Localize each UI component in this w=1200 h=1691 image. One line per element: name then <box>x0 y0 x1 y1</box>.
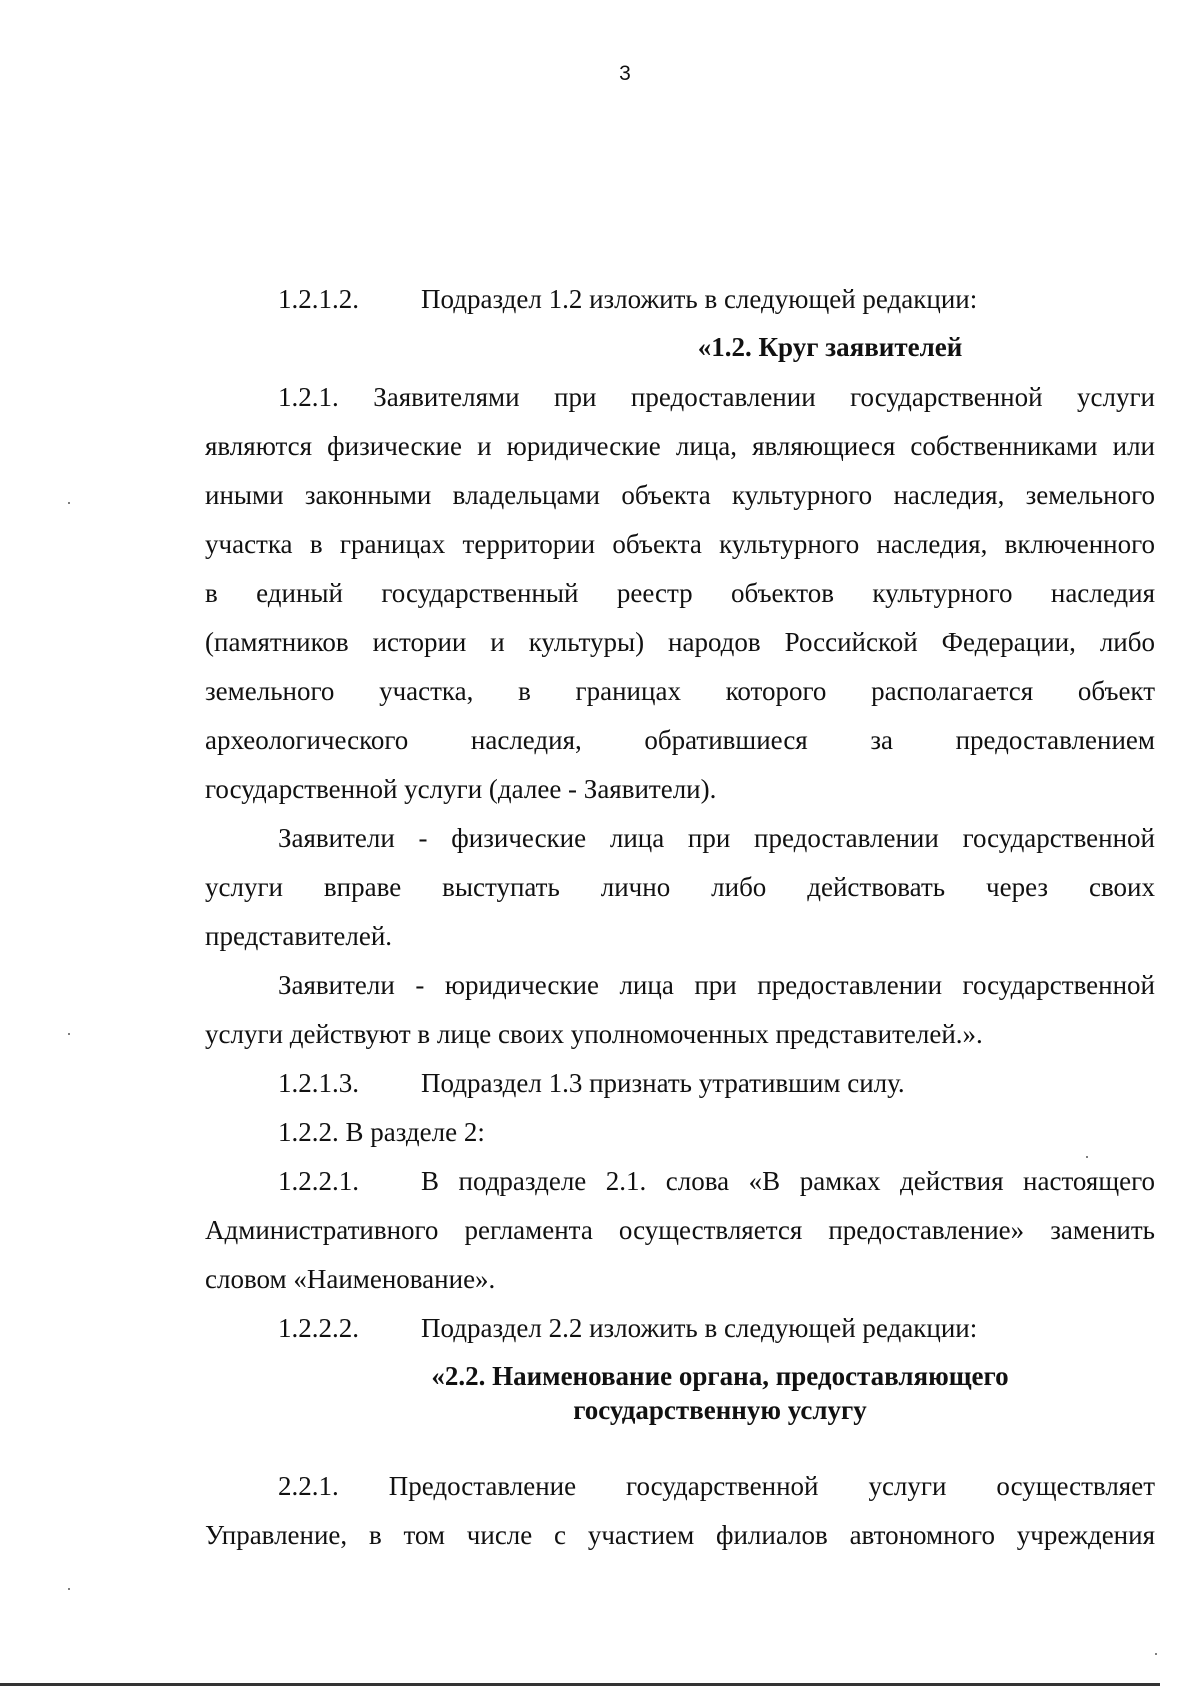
clause-text: Подраздел 1.3 признать утратившим силу. <box>421 1068 905 1098</box>
clause-number: 1.2.1.2. <box>278 284 359 314</box>
paragraph-line: 2.2.1. Предоставление государственной услуги осуществляет <box>278 1471 1155 1501</box>
scan-speck <box>68 1588 70 1590</box>
clause-line <box>278 1070 1038 1097</box>
scan-speck <box>1155 1653 1157 1655</box>
paragraph-line: Заявители - физические лица при предоставлении государственной <box>278 823 1155 853</box>
paragraph-line: 1.2.2. В разделе 2: <box>278 1117 485 1147</box>
scan-speck <box>1086 1156 1088 1158</box>
clause-text: Подраздел 1.2 изложить в следующей редакции: <box>421 284 978 314</box>
clause-line <box>278 286 1038 313</box>
paragraph-line: услуги действуют в лице своих уполномоченных представителей.». <box>205 1019 983 1049</box>
section-heading: «1.2. Круг заявителей <box>697 332 963 362</box>
paragraph-line: земельного участка, в границах которого располагается объект <box>205 676 1155 706</box>
clause-text: Подраздел 2.2 изложить в следующей редакции: <box>421 1313 978 1343</box>
paragraph-line: государственной услуги (далее - Заявители). <box>205 774 717 804</box>
paragraph-line: являются физические и юридические лица, являющиеся собственниками или <box>205 431 1155 461</box>
paragraph-line: словом «Наименование». <box>205 1264 496 1294</box>
paragraph-line: Управление, в том числе с участием филиалов автономного учреждения <box>205 1520 1155 1550</box>
paragraph-line: Административного регламента осуществляется предоставление» заменить <box>205 1215 1155 1245</box>
paragraph-line: иными законными владельцами объекта культурного наследия, земельного <box>205 480 1155 510</box>
paragraph-line: в единый государственный реестр объектов культурного наследия <box>205 578 1155 608</box>
clause-number: 1.2.1.3. <box>278 1068 359 1098</box>
scan-border <box>0 1683 1160 1686</box>
paragraph-line: археологического наследия, обратившиеся за предоставлением <box>205 725 1155 755</box>
page-number: 3 <box>619 62 631 85</box>
scan-speck <box>68 1033 70 1035</box>
clause-line <box>278 1168 1155 1195</box>
paragraph-line: представителей. <box>205 921 393 951</box>
clause-number: 1.2.2.1. <box>278 1166 359 1196</box>
clause-number: 1.2.2.2. <box>278 1313 359 1343</box>
scan-speck <box>68 502 70 504</box>
section-heading: «2.2. Наименование органа, предоставляющего <box>431 1361 1009 1391</box>
paragraph-line: Заявители - юридические лица при предоставлении государственной <box>278 970 1155 1000</box>
paragraph-line: (памятников истории и культуры) народов Российской Федерации, либо <box>205 627 1155 657</box>
paragraph-line: 1.2.1. Заявителями при предоставлении государственной услуги <box>278 382 1155 412</box>
clause-text: В подразделе 2.1. слова «В рамках действия настоящего <box>421 1166 1155 1196</box>
paragraph-line: услуги вправе выступать лично либо действовать через своих <box>205 872 1155 902</box>
paragraph-line: участка в границах территории объекта культурного наследия, включенного <box>205 529 1155 559</box>
clause-line <box>278 1315 1038 1342</box>
section-heading: государственную услугу <box>573 1395 867 1425</box>
